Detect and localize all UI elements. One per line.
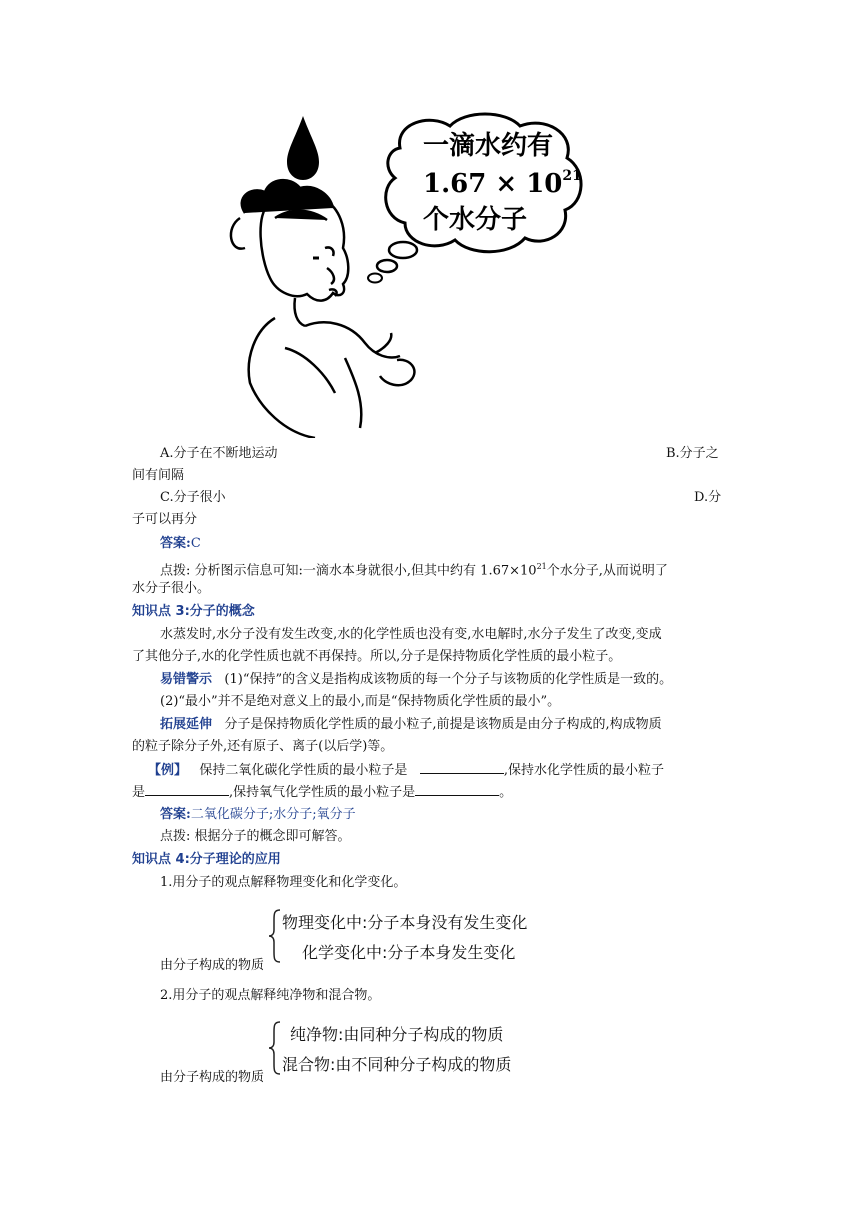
answer-blank-1[interactable] [420,759,504,774]
answer-blank-2[interactable] [145,781,229,796]
extension-label: 拓展延伸 [160,717,213,732]
brace-2-top: 纯净物:由同种分子构成的物质 [290,1025,504,1044]
example-line2 [132,781,512,804]
brace-1-top: 物理变化中:分子本身没有发生变化 [282,913,528,932]
extension-text: 分子是保持物质化学性质的最小粒子,前提是该物质是由分子构成的,构成物质 [224,717,662,732]
example-text-1b: ,保持水化学性质的最小粒子 [503,763,664,778]
kp3-title: 知识点 3:分子的概念 [132,604,255,619]
warning-text: (1)“保持”的含义是指构成该物质的每一个分子与该物质的化学性质是一致的。 [224,672,673,687]
brace-2-bottom: 混合物:由不同种分子构成的物质 [282,1055,512,1074]
hint-2 [160,826,351,848]
answer-label: 答案: [160,536,191,551]
kp4-item1: 1.用分子的观点解释物理变化和化学变化。 [160,875,407,890]
hint-text: 分析图示信息可知:一滴水本身就很小,但其中约有 1.67×10 [194,563,537,579]
bubble-text-line3: 个水分子 [423,205,528,235]
kp3-warning-line1 [160,669,672,691]
hint-1-line1 [160,556,668,582]
example-text-2a: 是 [132,785,146,800]
hint-label: 点拨: [160,563,191,579]
option-b-part2: 间有间隔 [132,468,185,483]
option-c: C.分子很小 [160,490,226,505]
kp4-item2: 2.用分子的观点解释纯净物和混合物。 [160,988,381,1003]
kp3-extension-line1 [160,714,662,736]
hint-label: 点拨: [160,829,191,844]
example-text-2b: ,保持氧气化学性质的最小粒子是 [229,785,416,800]
brace-1-bottom: 化学变化中:分子本身发生变化 [302,943,516,962]
kp3-para1-line2: 了其他分子,水的化学性质也就不再保持。所以,分子是保持物质化学性质的最小粒子。 [132,649,622,664]
brace-2-left-label: 由分子构成的物质 [160,1070,265,1085]
kp3-para1-line1: 水蒸发时,水分子没有发生改变,水的化学性质也没有变,水电解时,水分子发生了改变,变成 [160,627,662,642]
water-drop-icon [287,116,319,180]
option-d-part2: 子可以再分 [132,512,198,527]
bubble-text-line1: 一滴水约有 [423,131,554,161]
kp3-extension-line2: 的粒子除分子外,还有原子、离子(以后学)等。 [132,739,394,754]
example-text-1a: 保持二氧化碳化学性质的最小粒子是 [199,763,408,778]
answer-1 [160,533,201,555]
answer-label: 答案: [160,807,191,822]
girl-thinking-illustration [215,108,615,438]
answer-2 [160,804,356,826]
hint-1-line2: 水分子很小。 [132,581,211,596]
example-label: 【例】 [148,763,188,778]
bubble-text-line2: $1.67 \times 10^{21}$ [423,168,582,199]
brace-1-icon [268,908,282,964]
hint-text-after: 个水分子,从而说明了 [546,563,668,579]
warning-label: 易错警示 [160,672,213,687]
brace-1-left-label: 由分子构成的物质 [160,958,265,973]
hint-exponent: 21 [536,562,547,571]
girl-figure [231,180,415,438]
example-line1 [148,759,664,782]
kp4-title: 知识点 4:分子理论的应用 [132,852,281,867]
option-d-part1: D.分 [694,490,722,505]
kp3-warning-line2: (2)“最小”并不是绝对意义上的最小,而是“保持物质化学性质的最小”。 [160,694,561,709]
answer-value: C [190,536,201,551]
answer-blank-3[interactable] [415,781,499,796]
brace-2-icon [268,1020,282,1076]
hint-text: 根据分子的概念即可解答。 [194,829,351,844]
option-b-part1: B.分子之 [666,446,719,461]
answer-value: 二氧化碳分子;水分子;氧分子 [190,807,356,822]
example-text-2c: 。 [499,785,513,800]
option-a: A.分子在不断地运动 [160,446,278,461]
